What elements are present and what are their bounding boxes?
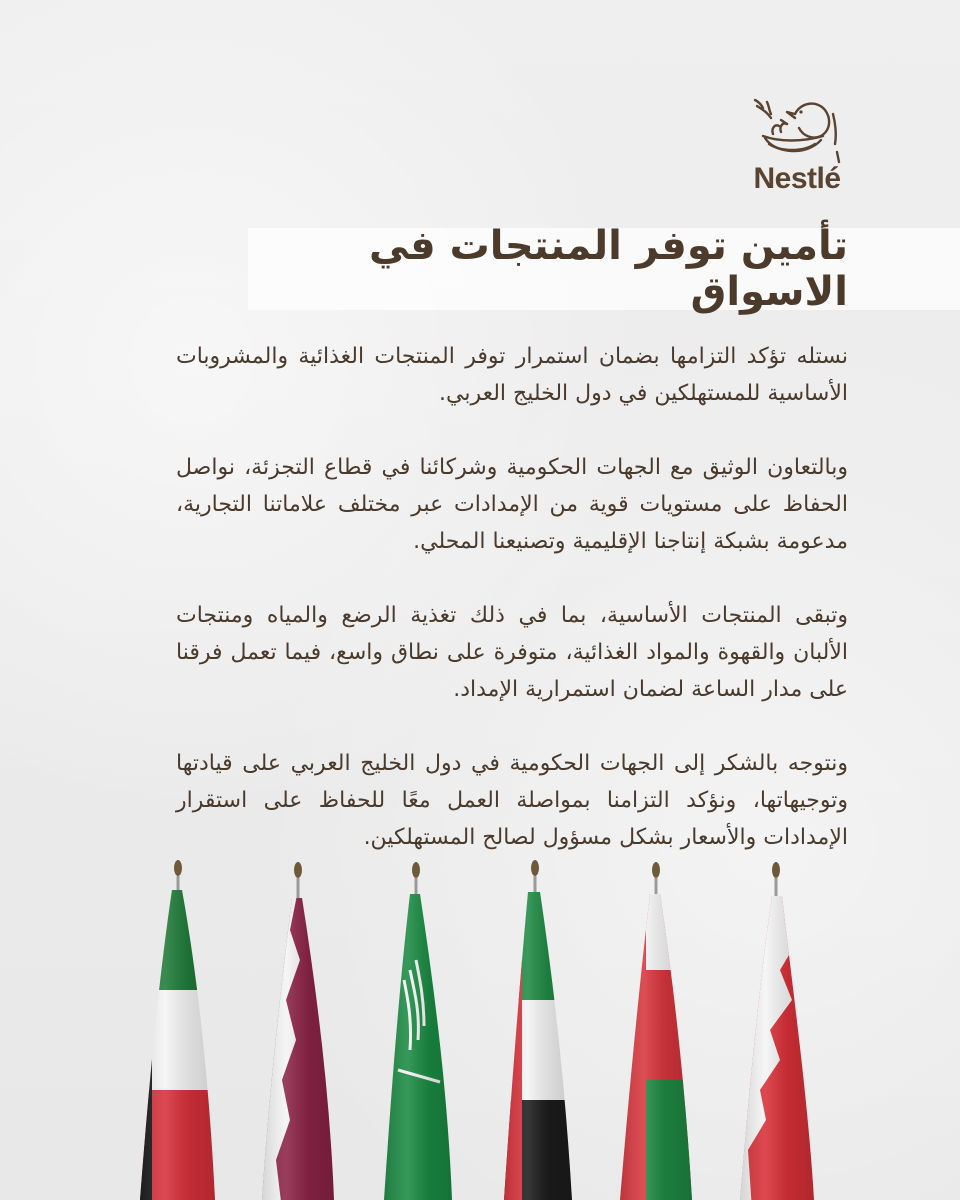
- nestle-wordmark: Nestlé: [753, 162, 841, 195]
- page-title: تأمين توفر المنتجات في الاسواق: [369, 223, 848, 315]
- paragraph-1: نستله تؤكد التزامها بضمان استمرار توفر المنتجات الغذائية والمشروبات الأساسية للمستهلكين في دول الخليج العربي.: [176, 344, 848, 406]
- title-banner: [248, 223, 960, 315]
- uae-flag-icon: [498, 880, 582, 1200]
- nestle-logo: [742, 92, 852, 196]
- statement-body: [176, 338, 848, 893]
- qatar-flag-icon: [255, 880, 345, 1200]
- paragraph-4: ونتوجه بالشكر إلى الجهات الحكومية في دول الخليج العربي على قيادتها وتوجيهاتها، ونؤكد التزامنا بمواصلة العمل معًا للحفاظ على استقرار الإمدادات والأسعار بشكل مسؤول لصالح المستهلكين.: [176, 751, 848, 850]
- oman-flag-icon: [614, 880, 700, 1200]
- paragraph-3: وتبقى المنتجات الأساسية، بما في ذلك تغذية الرضع والمياه ومنتجات الألبان والقهوة والمواد الغذائية، متوفرة على نطاق واسع، فيما تعمل فرقنا على مدار الساعة لضمان استمرارية الإمداد.: [176, 603, 848, 702]
- saudi-arabia-flag-icon: [378, 880, 464, 1200]
- bahrain-flag-icon: [734, 880, 824, 1200]
- gcc-flags-row: [0, 850, 960, 1200]
- bird-nest-logo-icon: [751, 92, 843, 164]
- kuwait-flag-icon: [130, 880, 230, 1200]
- flag-poles: [174, 860, 780, 910]
- paragraph-2: وبالتعاون الوثيق مع الجهات الحكومية وشركائنا في قطاع التجزئة، نواصل الحفاظ على مستويات قوية من الإمدادات عبر مختلف علاماتنا التجارية، مدعومة بشبكة إنتاجنا الإقليمية وتصنيعنا المحلي.: [176, 455, 848, 554]
